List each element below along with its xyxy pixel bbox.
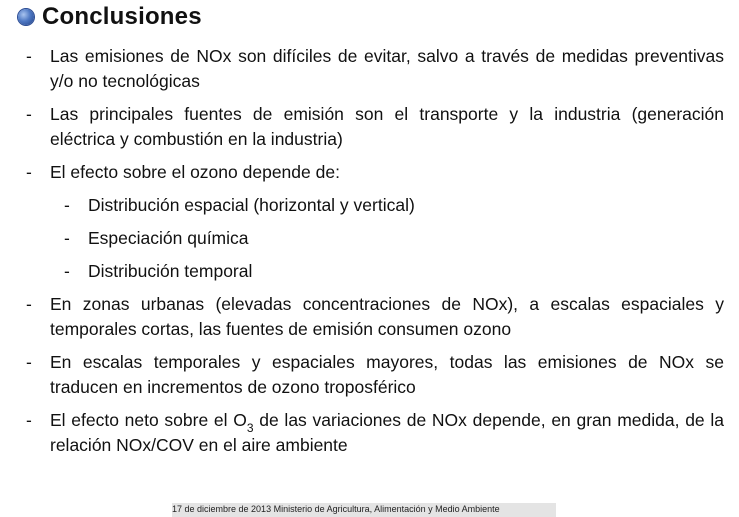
dash-bullet: - — [26, 104, 32, 124]
sub-list-item-text: Distribución espacial (horizontal y vertical) — [88, 195, 415, 215]
list-item-text — [50, 408, 724, 458]
list-item — [26, 102, 724, 152]
dash-bullet: - — [26, 352, 32, 372]
dash-bullet: - — [26, 162, 32, 182]
list-item-text: Las emisiones de NOx son difíciles de evitar, salvo a través de medidas preventivas y/o no tecnológicas — [50, 46, 724, 91]
list-item-text: En escalas temporales y espaciales mayores, todas las emisiones de NOx se traducen en incrementos de ozono troposférico — [50, 352, 724, 397]
list-item — [26, 408, 724, 458]
ozone-subscript: 3 — [246, 421, 254, 435]
list-item — [26, 350, 724, 400]
list-item-text-after: de las variaciones de NOx depende, en gran medida, de la relación NOx/COV en el aire ambiente — [50, 410, 724, 455]
dash-bullet: - — [64, 228, 70, 248]
page-title: Conclusiones — [42, 3, 202, 30]
round-bullet-icon — [18, 9, 34, 25]
sub-list-item-text: Especiación química — [88, 228, 249, 248]
list-item-text-before: El efecto neto sobre el O — [50, 410, 247, 430]
sub-list-item — [64, 226, 708, 251]
dash-bullet: - — [26, 294, 32, 314]
title-row — [18, 2, 202, 32]
dash-bullet: - — [26, 46, 32, 66]
list-item — [26, 44, 724, 94]
list-item-text: En zonas urbanas (elevadas concentraciones de NOx), a escalas espaciales y temporales cortas, las fuentes de emisión consumen ozono — [50, 294, 724, 339]
conclusions-list — [0, 44, 739, 466]
list-item-text: El efecto sobre el ozono depende de: — [50, 162, 340, 182]
dash-bullet: - — [26, 410, 32, 430]
list-item — [26, 160, 724, 185]
list-item-text: Las principales fuentes de emisión son el transporte y la industria (generación eléctrica y combustión en la industria) — [50, 104, 724, 149]
list-item — [26, 292, 724, 342]
dash-bullet: - — [64, 195, 70, 215]
dash-bullet: - — [64, 261, 70, 281]
sub-list-item — [64, 259, 708, 284]
sub-list-item — [64, 193, 708, 218]
sub-list-item-text: Distribución temporal — [88, 261, 253, 281]
footer-caption: 17 de diciembre de 2013 Ministerio de Agricultura, Alimentación y Medio Ambiente — [172, 503, 556, 517]
